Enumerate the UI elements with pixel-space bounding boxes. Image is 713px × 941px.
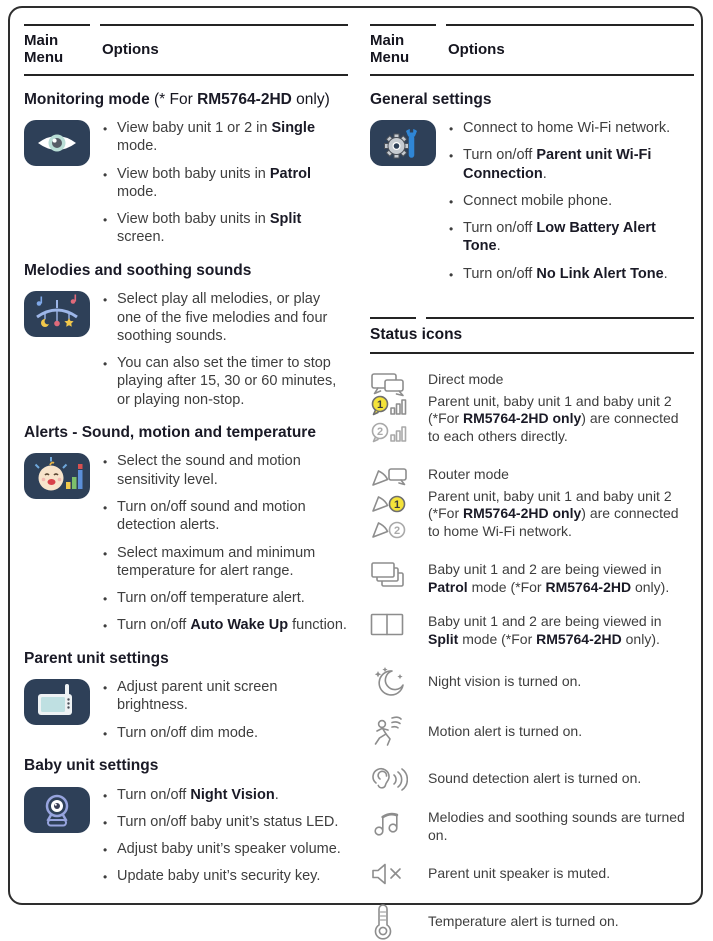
status-icons-table: [370, 317, 694, 941]
bullet-text: View both baby units in Patrol mode.: [117, 165, 311, 200]
rule-bottom: [370, 352, 694, 354]
sound-detection-icon: [370, 766, 428, 792]
section-title: General settings: [370, 90, 492, 108]
general-settings-gear-wrench-icon: [370, 120, 436, 166]
bullet-dot: [103, 786, 117, 804]
bullet-text: Turn on/off No Link Alert Tone.: [463, 265, 668, 282]
svg-text:1: 1: [393, 498, 401, 511]
status-title: Router mode: [428, 465, 509, 482]
list-item: [103, 616, 348, 634]
status-description: Night vision is turned on.: [428, 673, 582, 690]
status-description: Baby unit 1 and 2 are being viewed in Split mode (*For RM5764-2HD only).: [428, 613, 662, 648]
direct-mode-icon: [370, 371, 428, 449]
bullet-text: Adjust baby unit’s speaker volume.: [117, 841, 341, 858]
bullet-dot: [103, 840, 117, 858]
bullet-dot: [103, 724, 117, 742]
speaker-muted-icon: [370, 862, 428, 886]
list-item: [103, 354, 348, 409]
list-item: [103, 867, 348, 885]
status-row-night-vision: [370, 666, 694, 698]
list-item: [103, 840, 348, 858]
bullet-text: You can also set the timer to stop playing after 15, 30 or 60 minutes, or playing non-stop.: [117, 355, 337, 408]
list-item: [449, 119, 694, 137]
status-description: Parent unit, baby unit 1 and baby unit 2 (*For RM5764-2HD only) are connected to home Wi-Fi network.: [428, 487, 679, 540]
svg-text:2: 2: [376, 425, 384, 438]
list-item: [449, 219, 694, 256]
status-table-header: [370, 317, 694, 354]
status-row-sound-detection: [370, 766, 694, 792]
list-item: [449, 265, 694, 283]
bullet-text: Connect mobile phone.: [463, 192, 613, 209]
list-item: [103, 544, 348, 581]
bullet-text: Turn on/off Night Vision.: [117, 786, 279, 803]
section-baby-unit: [24, 757, 348, 886]
bullet-text: Turn on/off dim mode.: [117, 724, 259, 741]
bullet-dot: [449, 119, 463, 137]
list-item: [103, 589, 348, 607]
section-alerts: [24, 424, 348, 635]
status-row-melodies: [370, 809, 694, 845]
section-parent-unit: [24, 650, 348, 742]
section-title: Alerts - Sound, motion and temperature: [24, 423, 316, 441]
rule-bottom: [370, 74, 694, 76]
bullet-text: Turn on/off temperature alert.: [117, 590, 305, 607]
section-title: Parent unit settings: [24, 649, 169, 667]
list-item: [103, 452, 348, 489]
bullet-dot: [103, 813, 117, 831]
status-row-speaker-muted: [370, 862, 694, 886]
section-melodies: [24, 262, 348, 409]
list-item: [103, 786, 348, 804]
bullet-text: Turn on/off sound and motion detection alerts.: [117, 499, 306, 534]
bullet-dot: [103, 498, 117, 535]
list-item: [103, 210, 348, 247]
column-header-main-menu: Main Menu: [24, 32, 64, 67]
svg-text:2: 2: [393, 524, 401, 537]
svg-text:1: 1: [376, 398, 384, 411]
bullet-dot: [449, 265, 463, 283]
status-title: Direct mode: [428, 370, 504, 387]
bullet-text: Select play all melodies, or play one of the five melodies and four soothing sounds.: [117, 291, 328, 344]
status-row-temperature-alert: [370, 903, 694, 941]
bullet-text: View both baby units in Split screen.: [117, 211, 302, 246]
bullet-text: Update baby unit’s security key.: [117, 868, 321, 885]
list-item: [103, 724, 348, 742]
bullet-dot: [103, 210, 117, 247]
list-item: [103, 165, 348, 202]
melodies-icon: [370, 809, 428, 837]
menu-table-header-right: [370, 24, 694, 76]
status-row-motion-alert: [370, 715, 694, 749]
list-item: [103, 813, 348, 831]
bullet-text: Turn on/off Auto Wake Up function.: [117, 617, 347, 634]
bullet-dot: [103, 616, 117, 634]
bullet-dot: [449, 192, 463, 210]
status-description: Motion alert is turned on.: [428, 723, 583, 740]
column-header-options: Options: [448, 40, 505, 58]
bullet-text: View baby unit 1 or 2 in Single mode.: [117, 120, 316, 155]
bullet-text: Turn on/off baby unit’s status LED.: [117, 813, 339, 830]
list-item: [103, 498, 348, 535]
bullet-dot: [103, 678, 117, 715]
status-row-split-mode: [370, 613, 694, 649]
rule-top: [370, 24, 694, 26]
rule-bottom: [24, 74, 348, 76]
bullet-dot: [449, 146, 463, 183]
list-item: [103, 119, 348, 156]
bullet-dot: [449, 219, 463, 256]
column-header-options: Options: [102, 40, 159, 58]
patrol-mode-icon: [370, 561, 428, 589]
bullet-dot: [103, 867, 117, 885]
section-title: Melodies and soothing sounds: [24, 261, 252, 279]
split-mode-icon: [370, 613, 428, 637]
baby-unit-camera-icon: [24, 787, 90, 833]
alerts-baby-icon: [24, 453, 90, 499]
bullet-dot: [103, 544, 117, 581]
left-column: [24, 24, 348, 886]
section-general-settings: [370, 91, 694, 283]
status-description: Melodies and soothing sounds are turned on.: [428, 809, 685, 843]
night-vision-icon: [370, 666, 428, 698]
status-description: Baby unit 1 and 2 are being viewed in Patrol mode (*For RM5764-2HD only).: [428, 560, 670, 595]
menu-table-header-left: [24, 24, 348, 76]
list-item: [449, 192, 694, 210]
bullet-dot: [103, 452, 117, 489]
rule-top: [24, 24, 348, 26]
status-description: Parent unit, baby unit 1 and baby unit 2 (*For RM5764-2HD only) are connected to each others directly.: [428, 392, 679, 445]
bullet-dot: [103, 354, 117, 409]
section-title: Baby unit settings: [24, 756, 159, 774]
status-icons-title: Status icons: [370, 325, 463, 343]
status-description: Parent unit speaker is muted.: [428, 864, 611, 881]
status-row-patrol-mode: [370, 561, 694, 597]
status-description: Sound detection alert is turned on.: [428, 770, 642, 787]
bullet-text: Adjust parent unit screen brightness.: [117, 679, 278, 714]
status-description: Temperature alert is turned on.: [428, 912, 619, 929]
bullet-dot: [103, 589, 117, 607]
right-column: [370, 24, 694, 941]
section-title: Monitoring mode (* For RM5764-2HD only): [24, 90, 330, 108]
status-row-router-mode: [370, 466, 694, 544]
bullet-text: Turn on/off Parent unit Wi-Fi Connection.: [463, 147, 652, 182]
column-header-main-menu: Main Menu: [370, 32, 410, 67]
bullet-text: Connect to home Wi-Fi network.: [463, 120, 671, 137]
bullet-dot: [103, 290, 117, 345]
bullet-dot: [103, 119, 117, 156]
section-monitoring-mode: [24, 91, 348, 247]
list-item: [103, 290, 348, 345]
bullet-text: Turn on/off Low Battery Alert Tone.: [463, 220, 656, 255]
router-mode-icon: [370, 466, 428, 544]
temperature-alert-icon: [370, 903, 428, 941]
bullet-text: Select the sound and motion sensitivity level.: [117, 453, 301, 488]
bullet-dot: [103, 165, 117, 202]
list-item: [103, 678, 348, 715]
status-row-direct-mode: [370, 371, 694, 449]
motion-alert-icon: [370, 715, 428, 749]
melodies-mobile-icon: [24, 291, 90, 337]
list-item: [449, 146, 694, 183]
bullet-text: Select maximum and minimum temperature for alert range.: [117, 544, 316, 579]
parent-unit-icon: [24, 679, 90, 725]
monitoring-mode-eye-icon: [24, 120, 90, 166]
